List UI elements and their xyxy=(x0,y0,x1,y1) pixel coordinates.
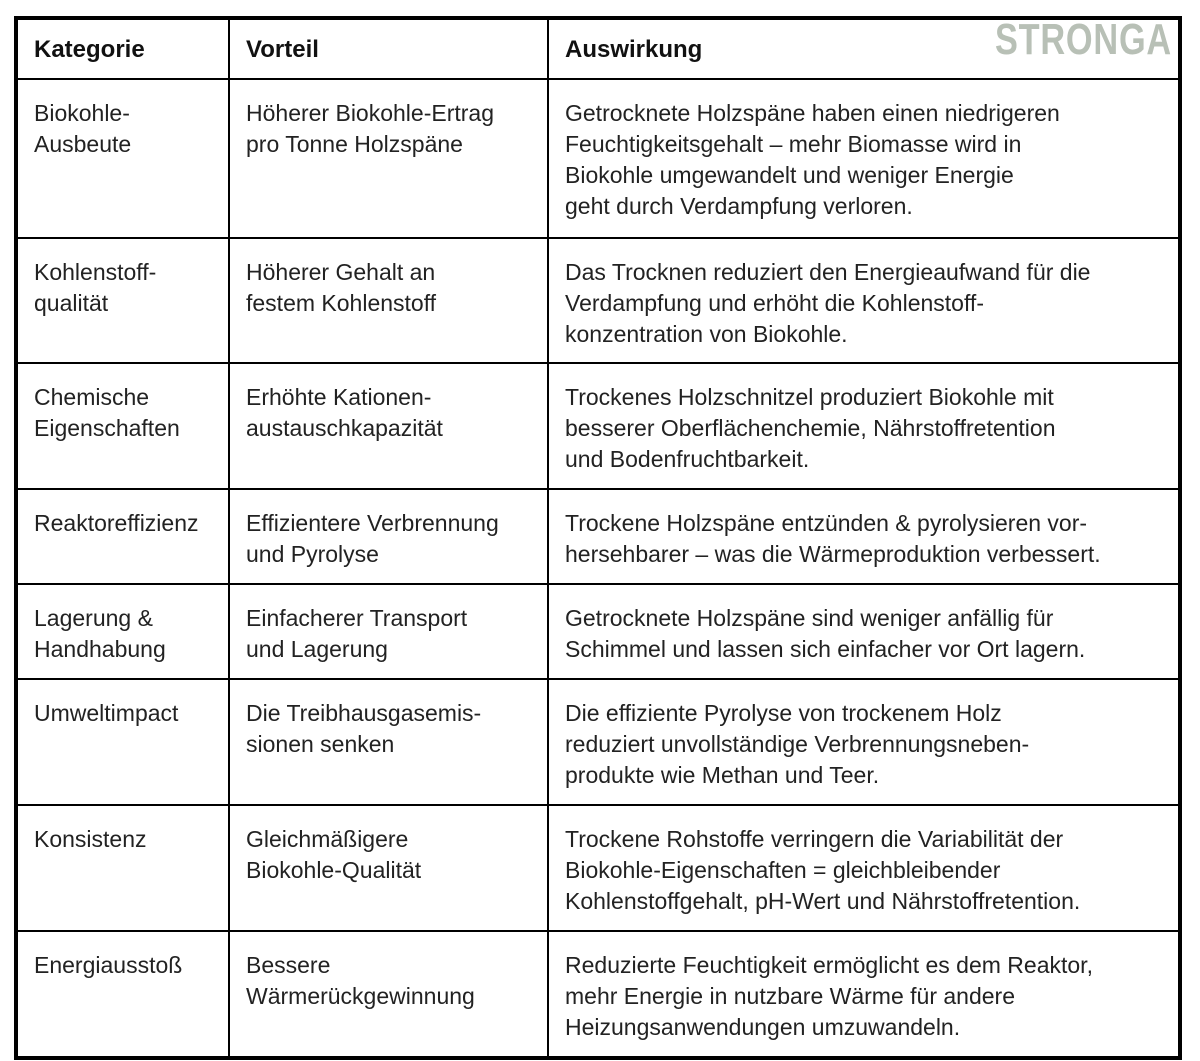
cell-kategorie: Reaktoreffizienz xyxy=(16,489,229,584)
header-auswirkung-label: Auswirkung xyxy=(565,36,703,63)
cell-kategorie: Lagerung & Handhabung xyxy=(16,584,229,679)
table-row xyxy=(16,79,1180,238)
cell-vorteil: Bessere Wärmerückgewinnung xyxy=(229,931,548,1058)
cell-kategorie: Konsistenz xyxy=(16,805,229,931)
cell-auswirkung: Getrocknete Holzspäne haben einen niedrigeren Feuchtigkeitsgehalt – mehr Biomasse wird in Biokohle umgewandelt und weniger Energie geht durch Verdampfung verloren. xyxy=(548,79,1180,238)
cell-kategorie: Energiausstoß xyxy=(16,931,229,1058)
cell-kategorie: Umweltimpact xyxy=(16,679,229,805)
cell-vorteil: Die Treibhausgasemis- sionen senken xyxy=(229,679,548,805)
header-row xyxy=(16,18,1180,79)
cell-kategorie: Kohlenstoff- qualität xyxy=(16,238,229,363)
cell-auswirkung: Die effiziente Pyrolyse von trockenem Holz reduziert unvollständige Verbrennungsneben- produkte wie Methan und Teer. xyxy=(548,679,1180,805)
cell-vorteil: Höherer Gehalt an festem Kohlenstoff xyxy=(229,238,548,363)
table-row xyxy=(16,931,1180,1058)
stronga-logo: STRONGA xyxy=(994,15,1172,64)
cell-kategorie: Biokohle- Ausbeute xyxy=(16,79,229,238)
table-row xyxy=(16,489,1180,584)
header-vorteil: Vorteil xyxy=(229,18,548,79)
cell-vorteil: Einfacherer Transport und Lagerung xyxy=(229,584,548,679)
cell-auswirkung: Das Trocknen reduziert den Energieaufwand für die Verdampfung und erhöht die Kohlenstoff- konzentration von Biokohle. xyxy=(548,238,1180,363)
cell-auswirkung: Trockene Holzspäne entzünden & pyrolysieren vor- hersehbarer – was die Wärmeproduktion verbessert. xyxy=(548,489,1180,584)
cell-auswirkung: Trockene Rohstoffe verringern die Variabilität der Biokohle-Eigenschaften = gleichbleibender Kohlenstoffgehalt, pH-Wert und Nährstoffretention. xyxy=(548,805,1180,931)
header-kategorie: Kategorie xyxy=(16,18,229,79)
table-row xyxy=(16,679,1180,805)
cell-auswirkung: Trockenes Holzschnitzel produziert Biokohle mit besserer Oberflächenchemie, Nährstoffretention und Bodenfruchtbarkeit. xyxy=(548,363,1180,489)
table-row xyxy=(16,363,1180,489)
cell-auswirkung: Reduzierte Feuchtigkeit ermöglicht es dem Reaktor, mehr Energie in nutzbare Wärme für andere Heizungsanwendungen umzuwandeln. xyxy=(548,931,1180,1058)
cell-vorteil: Erhöhte Kationen- austauschkapazität xyxy=(229,363,548,489)
cell-vorteil: Gleichmäßigere Biokohle-Qualität xyxy=(229,805,548,931)
table-row xyxy=(16,238,1180,363)
cell-vorteil: Effizientere Verbrennung und Pyrolyse xyxy=(229,489,548,584)
cell-kategorie: Chemische Eigenschaften xyxy=(16,363,229,489)
table-row xyxy=(16,584,1180,679)
table-row xyxy=(16,805,1180,931)
header-auswirkung xyxy=(548,15,1180,79)
benefits-table xyxy=(14,16,1182,1060)
cell-vorteil: Höherer Biokohle-Ertrag pro Tonne Holzspäne xyxy=(229,79,548,238)
cell-auswirkung: Getrocknete Holzspäne sind weniger anfällig für Schimmel und lassen sich einfacher vor Ort lagern. xyxy=(548,584,1180,679)
